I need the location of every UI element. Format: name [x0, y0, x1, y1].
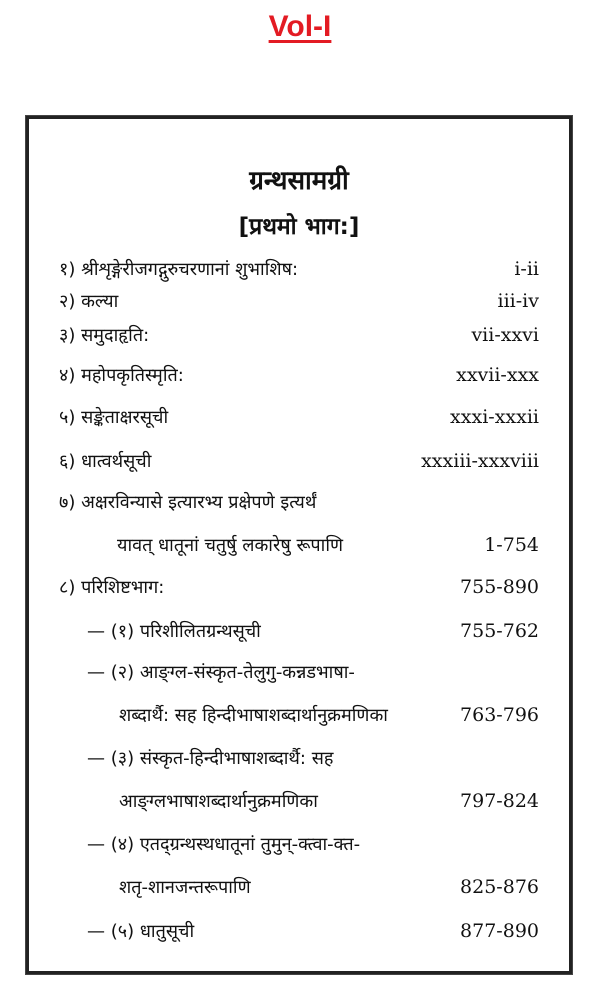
toc-entry-pages: 1-754 [484, 534, 539, 556]
toc-entry-label: आङ्ग्लभाषाशब्दार्थानुक्रमणिका [119, 791, 318, 812]
toc-entry-label: — (४) एतद्ग्रन्थस्थधातूनां तुमुन्-क्त्वा-क्त- [87, 834, 361, 855]
toc-entry [87, 833, 539, 857]
toc-entry-pages: xxxi-xxxii [450, 406, 539, 428]
toc-entry [119, 703, 539, 728]
toc-entry-pages: xxxiii-xxxviii [421, 450, 539, 472]
toc-entry-label: २) कल्या [59, 291, 119, 312]
toc-entry [87, 619, 539, 644]
toc-entry [87, 919, 539, 944]
toc-entry-label: — (१) परिशीलितग्रन्थसूची [87, 621, 261, 642]
toc-entry-pages: 825-876 [460, 876, 539, 898]
toc-entry [87, 747, 539, 771]
toc-entry [59, 405, 539, 430]
toc-entry-label: ३) समुदाहृति: [59, 325, 150, 346]
toc-entry-pages: 755-762 [460, 620, 539, 642]
toc-entry-pages: xxvii-xxx [456, 364, 539, 386]
toc-frame [26, 116, 572, 974]
toc-entry-label: — (५) धातुसूची [87, 921, 195, 942]
toc-entry [59, 575, 539, 600]
toc-entry-label: १) श्रीशृङ्गेरीजगद्गुरुचरणानां शुभाशिष: [59, 259, 299, 280]
toc-entry [59, 257, 539, 282]
toc-subtitle: [प्रथमो भाग:] [238, 214, 360, 240]
toc-entry-label: यावत् धातूनां चतुर्षु लकारेषु रूपाणि [117, 535, 343, 556]
toc-entry [119, 789, 539, 814]
toc-entry-pages: vii-xxvi [471, 324, 539, 346]
toc-entry-label: ४) महोपकृतिस्मृति: [59, 365, 184, 386]
toc-entry-label: — (३) संस्कृत-हिन्दीभाषाशब्दार्थै: सह [87, 748, 334, 769]
toc-entry-label: — (२) आङ्ग्ल-संस्कृत-तेलुगु-कन्नडभाषा- [87, 662, 355, 683]
toc-entry [87, 661, 539, 685]
toc-entry [59, 289, 539, 314]
toc-entry-pages: 755-890 [460, 576, 539, 598]
toc-entry-label: ७) अक्षरविन्यासे इत्यारभ्य प्रक्षेपणे इत्यर्थं [59, 492, 317, 513]
toc-entry-pages: iii-iv [497, 290, 539, 312]
toc-entry-label: ८) परिशिष्टभाग: [59, 577, 165, 598]
toc-entry-pages: i-ii [514, 258, 539, 280]
volume-heading: Vol-I [268, 10, 332, 43]
toc-entry [117, 533, 539, 558]
toc-entry-pages: 797-824 [460, 790, 539, 812]
toc-entry-pages: 763-796 [460, 704, 539, 726]
toc-entry-label: ५) सङ्केताक्षरसूची [59, 407, 169, 428]
toc-entry-pages: 877-890 [460, 920, 539, 942]
toc-entry-label: शतृ-शानजन्तरूपाणि [119, 877, 251, 898]
toc-entry [59, 363, 539, 388]
toc-entry [59, 491, 539, 515]
toc-entry [119, 875, 539, 900]
toc-title: ग्रन्थसामग्री [249, 166, 349, 196]
toc-entry-label: ६) धात्वर्थसूची [59, 451, 152, 472]
toc-entry [59, 449, 539, 474]
toc-entry [59, 323, 539, 348]
toc-entry-label: शब्दार्थै: सह हिन्दीभाषाशब्दार्थानुक्रमणिका [119, 705, 388, 726]
